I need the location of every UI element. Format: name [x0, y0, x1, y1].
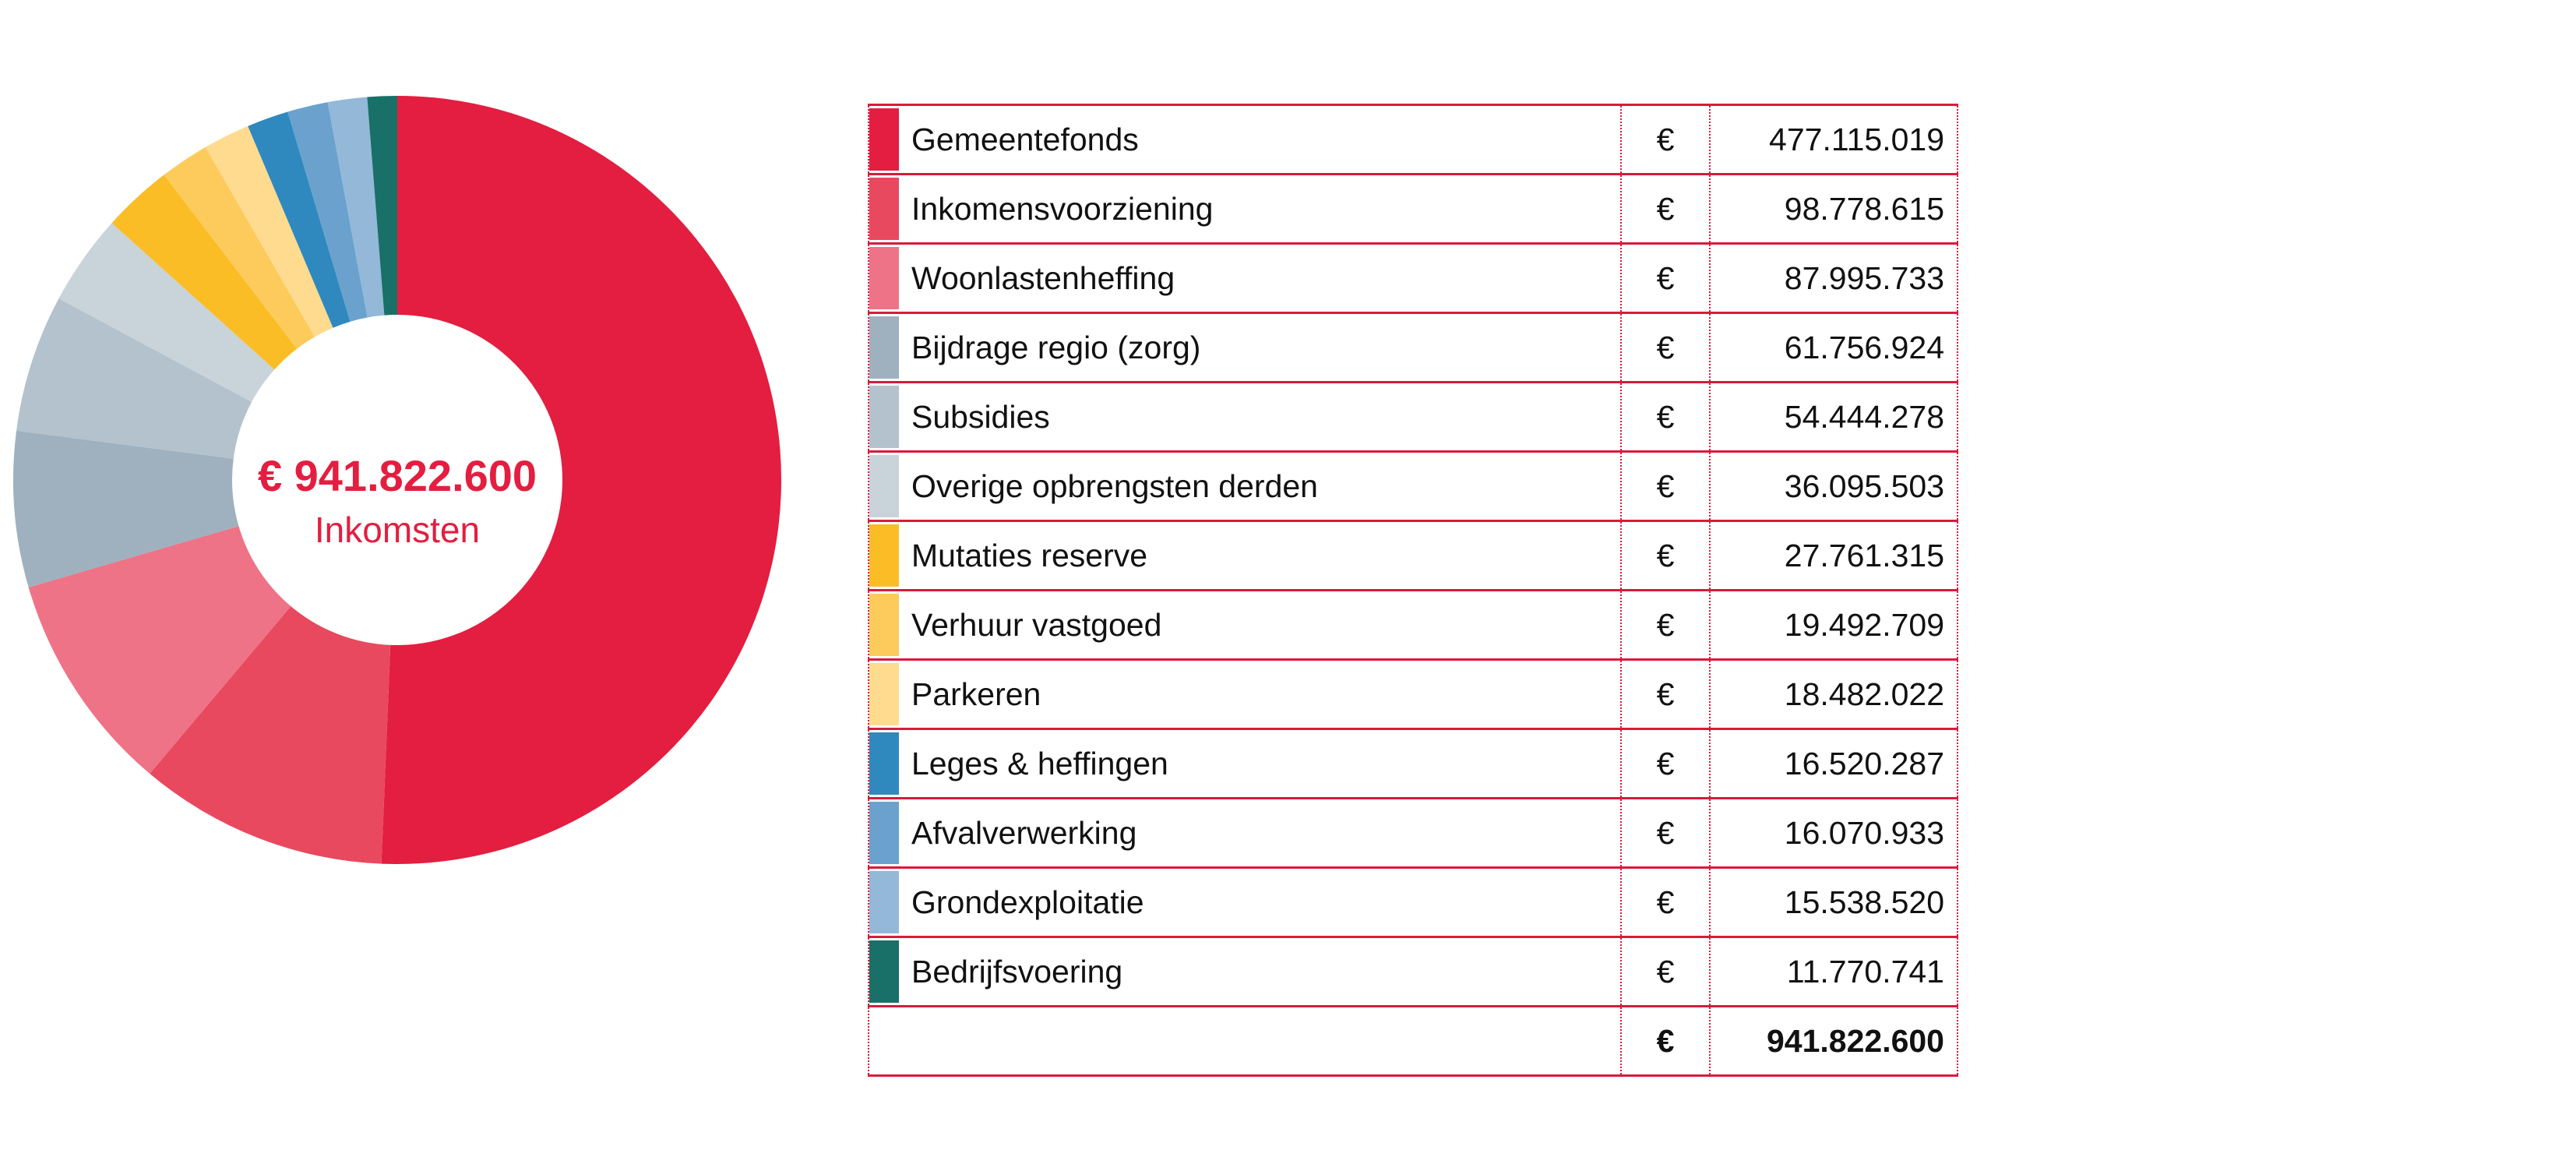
- legend-swatch: [869, 455, 899, 517]
- row-amount: 36.095.503: [1710, 452, 1958, 521]
- currency-symbol: €: [1621, 868, 1710, 937]
- table-row: [869, 799, 1958, 868]
- row-label: Verhuur vastgoed: [899, 591, 1621, 660]
- row-label: Bedrijfsvoering: [899, 937, 1621, 1007]
- row-label: Parkeren: [899, 660, 1621, 729]
- donut-chart: [0, 0, 810, 1150]
- table-row: [869, 452, 1958, 521]
- table-row: [869, 521, 1958, 591]
- legend-swatch-cell: [869, 799, 899, 868]
- legend-swatch-cell: [869, 660, 899, 729]
- row-amount: 27.761.315: [1710, 521, 1958, 591]
- legend-swatch: [869, 247, 899, 309]
- row-label: Bijdrage regio (zorg): [899, 313, 1621, 383]
- row-amount: 61.756.924: [1710, 313, 1958, 383]
- center-total-value: € 941.822.600: [257, 451, 537, 500]
- legend-swatch: [869, 940, 899, 1003]
- legend-swatch-cell: [869, 175, 899, 244]
- legend-swatch-cell: [869, 521, 899, 591]
- row-amount: 18.482.022: [1710, 660, 1958, 729]
- table-row: [869, 105, 1958, 175]
- row-label: Mutaties reserve: [899, 521, 1621, 591]
- legend-swatch-cell: [869, 313, 899, 383]
- row-label: Leges & heffingen: [899, 729, 1621, 799]
- total-amount: 941.822.600: [1710, 1007, 1958, 1076]
- row-label: Gemeentefonds: [899, 105, 1621, 175]
- legend-swatch-cell: [869, 868, 899, 937]
- table-row: [869, 937, 1958, 1007]
- total-empty-cell: [869, 1007, 899, 1076]
- total-row: [869, 1007, 1958, 1076]
- legend-swatch: [869, 386, 899, 448]
- currency-symbol: €: [1621, 799, 1710, 868]
- legend-swatch: [869, 524, 899, 587]
- row-amount: 16.520.287: [1710, 729, 1958, 799]
- currency-symbol: €: [1621, 729, 1710, 799]
- legend-swatch: [869, 316, 899, 379]
- legend-swatch-cell: [869, 244, 899, 313]
- center-label: Inkomsten: [314, 510, 481, 550]
- currency-symbol: €: [1621, 175, 1710, 244]
- table-row: [869, 175, 1958, 244]
- legend-swatch: [869, 663, 899, 725]
- row-label: Woonlastenheffing: [899, 244, 1621, 313]
- row-label: Inkomensvoorziening: [899, 175, 1621, 244]
- currency-symbol: €: [1621, 105, 1710, 175]
- currency-symbol: €: [1621, 521, 1710, 591]
- total-currency-symbol: €: [1621, 1007, 1710, 1076]
- table-row: [869, 660, 1958, 729]
- table-row: [869, 383, 1958, 452]
- currency-symbol: €: [1621, 591, 1710, 660]
- legend-swatch-cell: [869, 383, 899, 452]
- table-row: [869, 591, 1958, 660]
- legend-swatch-cell: [869, 452, 899, 521]
- currency-symbol: €: [1621, 313, 1710, 383]
- row-amount: 16.070.933: [1710, 799, 1958, 868]
- legend-swatch: [869, 871, 899, 933]
- legend-swatch: [869, 108, 899, 171]
- legend-swatch-cell: [869, 937, 899, 1007]
- table-row: [869, 729, 1958, 799]
- currency-symbol: €: [1621, 452, 1710, 521]
- income-table: [868, 104, 1958, 1077]
- legend-swatch: [869, 802, 899, 864]
- row-label: Overige opbrengsten derden: [899, 452, 1621, 521]
- row-amount: 19.492.709: [1710, 591, 1958, 660]
- row-amount: 98.778.615: [1710, 175, 1958, 244]
- legend-swatch-cell: [869, 591, 899, 660]
- table-row: [869, 244, 1958, 313]
- legend-swatch-cell: [869, 105, 899, 175]
- legend-swatch-cell: [869, 729, 899, 799]
- currency-symbol: €: [1621, 937, 1710, 1007]
- legend-swatch: [869, 178, 899, 240]
- row-label: Subsidies: [899, 383, 1621, 452]
- row-amount: 477.115.019: [1710, 105, 1958, 175]
- legend-swatch: [869, 594, 899, 656]
- currency-symbol: €: [1621, 660, 1710, 729]
- currency-symbol: €: [1621, 383, 1710, 452]
- table-row: [869, 313, 1958, 383]
- row-amount: 15.538.520: [1710, 868, 1958, 937]
- table-row: [869, 868, 1958, 937]
- currency-symbol: €: [1621, 244, 1710, 313]
- row-amount: 87.995.733: [1710, 244, 1958, 313]
- legend-swatch: [869, 732, 899, 795]
- row-label: Grondexploitatie: [899, 868, 1621, 937]
- total-label-cell: [899, 1007, 1621, 1076]
- row-label: Afvalverwerking: [899, 799, 1621, 868]
- row-amount: 11.770.741: [1710, 937, 1958, 1007]
- row-amount: 54.444.278: [1710, 383, 1958, 452]
